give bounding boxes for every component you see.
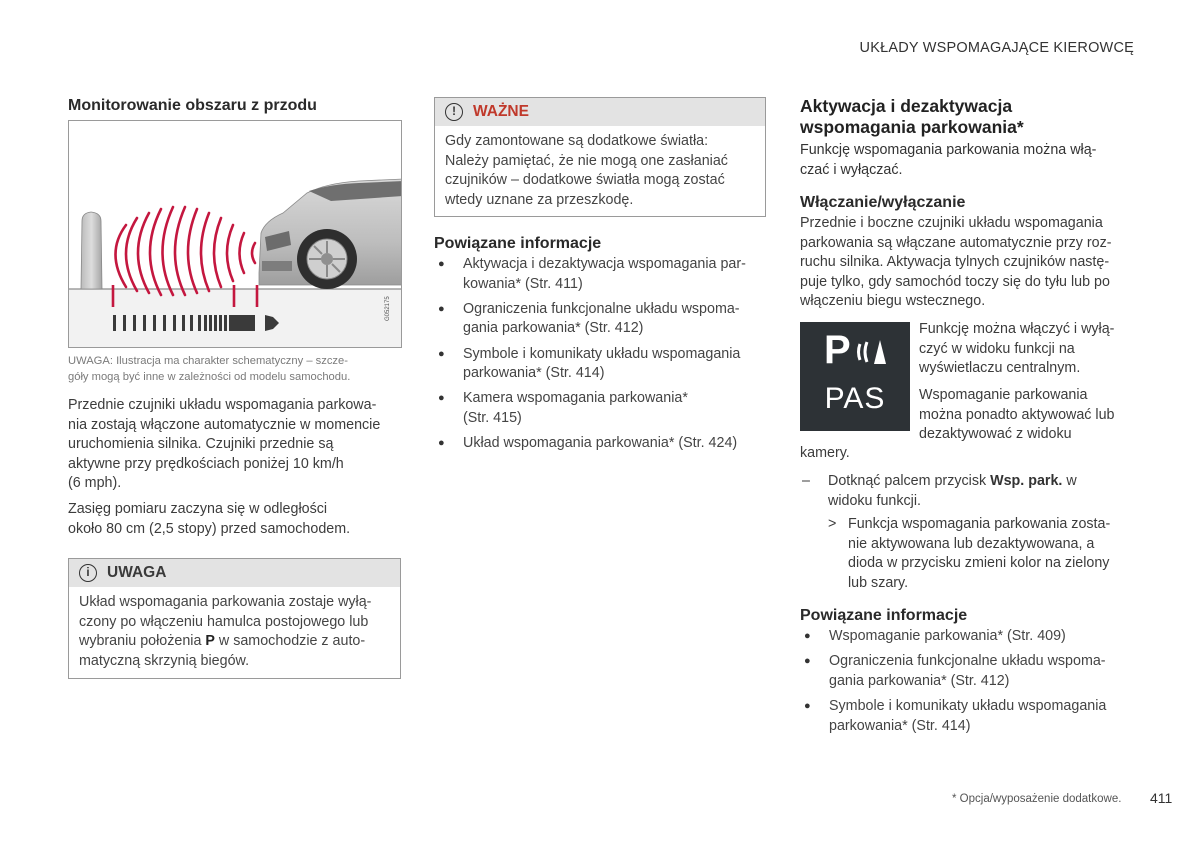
page-number: 411 xyxy=(1150,790,1173,806)
bullet-icon: ● xyxy=(804,655,811,668)
bullet-icon: ● xyxy=(438,437,445,450)
caption-line: góły mogą być inne w zależności od modelu samochodu. xyxy=(68,371,351,383)
instruction-result: > Funkcja wspomagania parkowania zosta- nie aktywowana lub dezaktywowana, a dioda w przycisku zmieni kolor na zielony lub szary. xyxy=(828,516,1111,591)
related-link-limitations[interactable]: ● Ograniczenia funkcjonalne układu wspoma- gania parkowania* (Str. 412) xyxy=(804,653,1106,689)
note-body: Układ wspomagania parkowania zostaje wyłą- czony po włączeniu hamulca postojowego lub wybraniu położenia P w samochodzie z auto- matyczną skrzynią biegów. xyxy=(79,594,372,669)
bullet-icon: ● xyxy=(438,347,445,360)
side-text-2: Wspomaganie parkowania można ponadto aktywować lub dezaktywować z widoku xyxy=(919,387,1115,443)
front-sensor-illustration xyxy=(68,120,402,348)
obstacle-post xyxy=(81,212,102,289)
chapter-header: UKŁADY WSPOMAGAJĄCE KIEROWCĘ xyxy=(859,40,1134,56)
note-box-header xyxy=(69,559,400,587)
side-text-continued: kamery. xyxy=(800,445,850,461)
parking-letter: P xyxy=(824,328,851,372)
bullet-icon: ● xyxy=(438,258,445,270)
right-section-title: Aktywacja i dezaktywacja wspomagania parkowania* xyxy=(800,96,1024,137)
caption-line: UWAGA: Ilustracja ma charakter schematyczny – szcze- xyxy=(68,355,348,367)
on-off-paragraph: Przednie i boczne czujniki układu wspomagania parkowania są włączane automatycznie przy roz- ruchu silnika. Aktywacja tylnych czujników nastę- puje tylko, gdy samochód toczy się do tyłu lub po włączeniu biegu wstecznego. xyxy=(800,215,1112,310)
pas-label: PAS xyxy=(824,382,886,415)
warning-icon: ! xyxy=(445,103,463,121)
related-title-right: Powiązane informacje xyxy=(800,607,968,624)
related-link-camera[interactable]: ● Kamera wspomagania parkowania* (Str. 415) xyxy=(438,390,688,426)
gear-p-label: P xyxy=(205,633,215,650)
sensor-wave-icon xyxy=(856,338,888,366)
related-link-limitations[interactable]: ● Ograniczenia funkcjonalne układu wspoma- gania parkowania* (Str. 412) xyxy=(438,300,740,337)
warning-box-header xyxy=(435,98,765,126)
related-title-middle: Powiązane informacje xyxy=(434,235,602,252)
subsection-on-off: Włączanie/wyłączanie xyxy=(800,194,966,211)
related-list-right xyxy=(800,627,1140,742)
related-link-activation[interactable]: ● Aktywacja i dezaktywacja wspomagania par- kowania* (Str. 411) xyxy=(438,256,746,292)
related-link-symbols[interactable]: ● Symbole i komunikaty układu wspomagania parkowania* (Str. 414) xyxy=(804,697,1107,734)
front-sensors-paragraph: Przednie czujniki układu wspomagania parkowa- nia zostają włączone automatycznie w momencie uruchomienia silnika. Czujniki przednie są aktywne przy prędkościach poniżej 10 km/h (6 mph). xyxy=(68,397,381,492)
instruction-step: – Dotknąć palcem przycisk Wsp. park. w widoku funkcji. xyxy=(802,473,1077,509)
illustration-code: G052175 xyxy=(385,296,391,321)
related-link-parking-system[interactable]: ● Układ wspomagania parkowania* (Str. 424) xyxy=(434,434,774,454)
footnote: * Opcja/wyposażenie dodatkowe. xyxy=(952,793,1122,805)
bullet-icon: ● xyxy=(438,302,445,315)
wsp-park-button-label[interactable]: Wsp. park. xyxy=(990,473,1063,489)
illustration-caption xyxy=(68,353,408,385)
warning-title: WAŻNE xyxy=(473,103,529,120)
section-title-front-monitoring: Monitorowanie obszaru z przodu xyxy=(68,97,317,114)
front-sensor-diagram xyxy=(69,121,402,348)
info-icon: i xyxy=(79,564,97,582)
bullet-icon: ● xyxy=(804,699,811,712)
right-intro: Funkcję wspomagania parkowania można włą- czać i wyłączać. xyxy=(800,142,1097,178)
bullet-icon: ● xyxy=(438,392,445,405)
related-link-parking-assist[interactable]: ● Wspomaganie parkowania* (Str. 409) xyxy=(800,627,1140,647)
note-title: UWAGA xyxy=(107,564,167,581)
warning-body: Gdy zamontowane są dodatkowe światła: Należy pamiętać, że nie mogą one zasłaniać czujników – dodatkowe światła mogą zostać wtedy uznane za przeszkodę. xyxy=(445,133,728,208)
warning-box xyxy=(434,97,766,217)
range-paragraph: Zasięg pomiaru zaczyna się w odległości około 80 cm (2,5 stopy) przed samochodem. xyxy=(68,501,351,537)
sensor-waves xyxy=(116,207,256,295)
car-front xyxy=(259,179,402,289)
step-marker: – xyxy=(802,473,810,489)
side-text-1: Funkcję można włączyć i wyłą- czyć w widoku funkcji na wyświetlaczu centralnym. xyxy=(919,321,1115,377)
related-list-middle xyxy=(434,255,774,459)
related-link-symbols[interactable]: ● Symbole i komunikaty układu wspomagania parkowania* (Str. 414) xyxy=(438,345,741,382)
bullet-icon: ● xyxy=(804,630,811,642)
note-box xyxy=(68,558,401,679)
parking-assist-icon xyxy=(800,322,910,431)
result-marker: > xyxy=(828,516,837,532)
